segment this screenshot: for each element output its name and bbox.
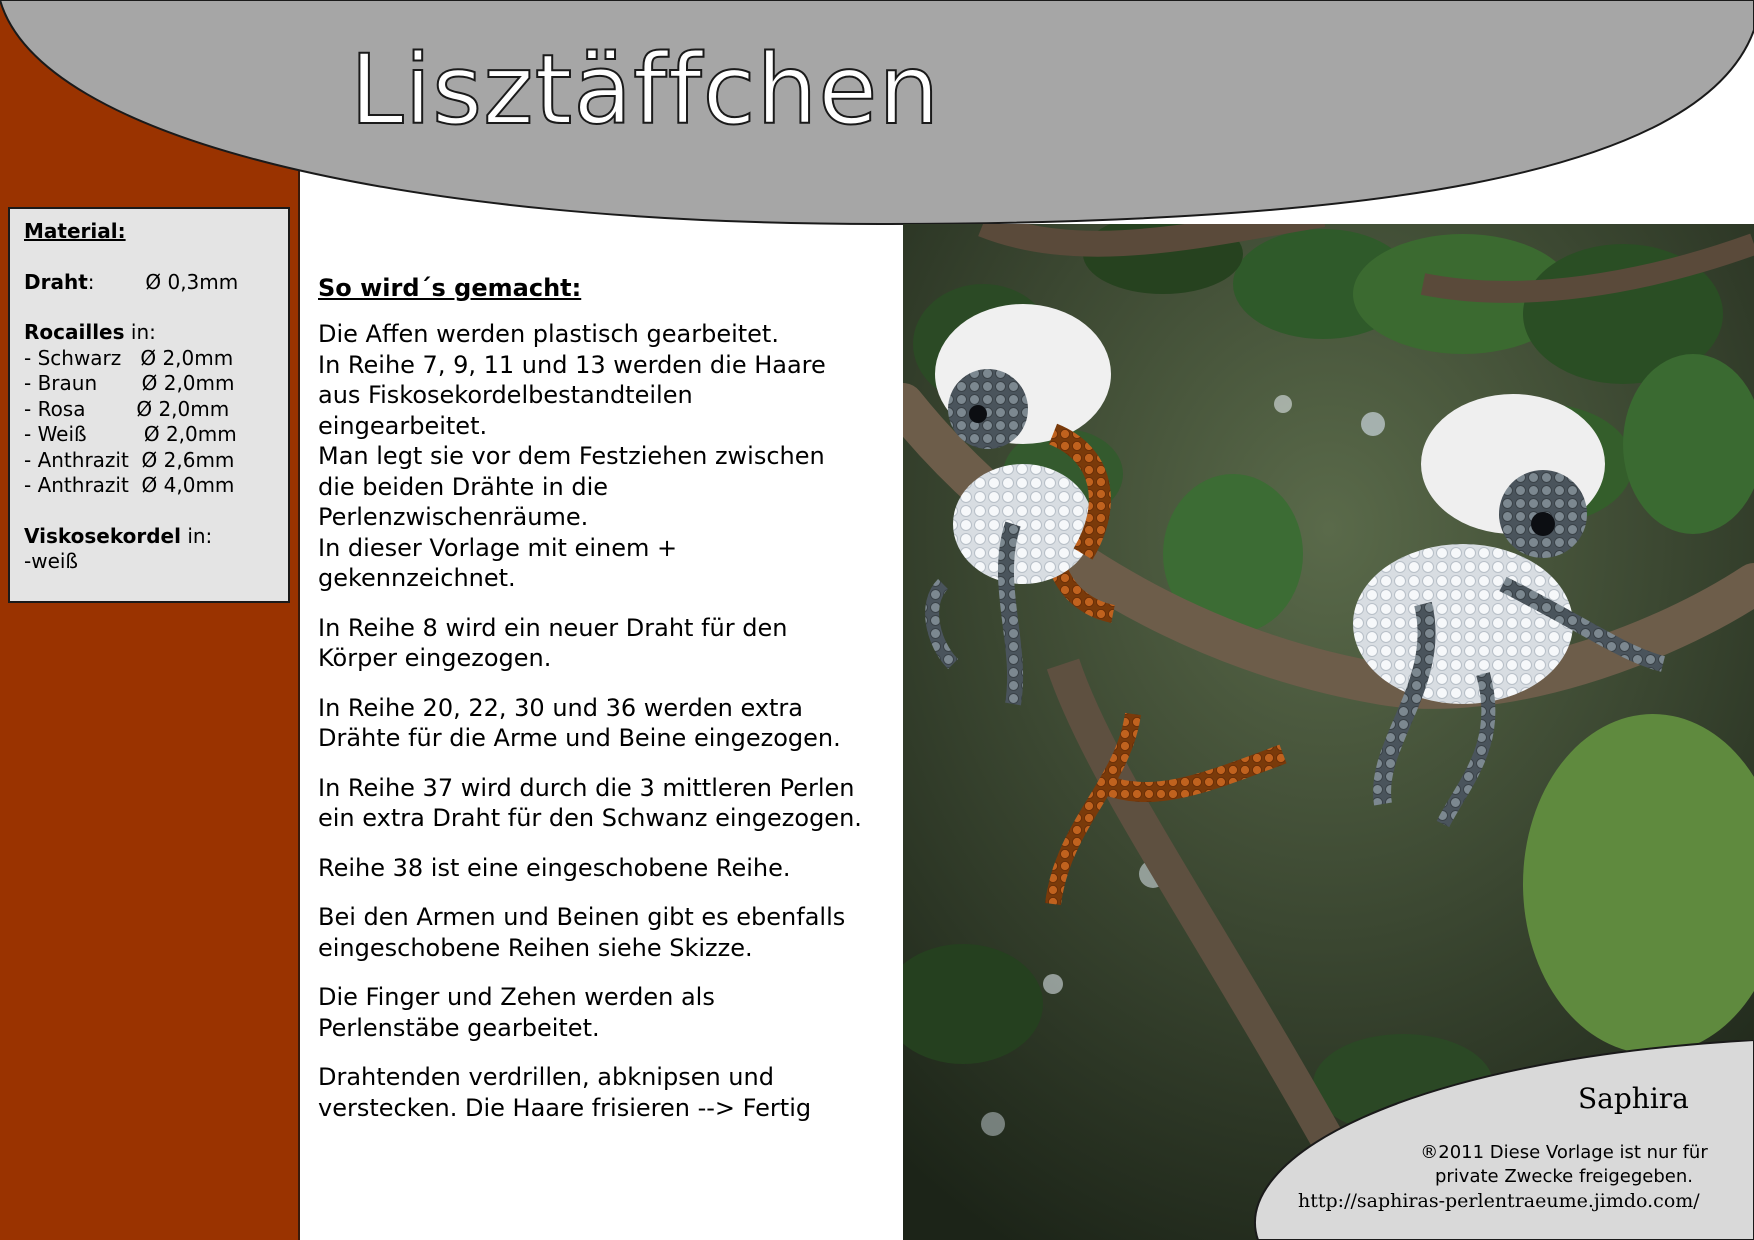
bead-item: - Schwarz Ø 2,0mm — [24, 345, 234, 370]
material-box — [8, 207, 290, 603]
material-heading: Material: — [24, 219, 126, 243]
bead-item: - Rosa Ø 2,0mm — [24, 396, 230, 421]
wire-row — [24, 270, 274, 296]
copyright-notice — [1394, 1141, 1734, 1189]
bead-item: - Anthrazit Ø 4,0mm — [24, 473, 235, 497]
cord-value: -weiß — [24, 549, 79, 573]
page-title: Lisztäffchen — [350, 34, 941, 146]
rocailles-row — [24, 320, 274, 346]
author-name: Saphira — [1578, 1082, 1689, 1115]
instruction-paragraph: In Reihe 37 wird durch die 3 mittleren Perlen ein extra Draht für den Schwanz eingezogen. — [318, 773, 862, 832]
instruction-paragraph: Bei den Armen und Beinen gibt es ebenfalls eingeschobene Reihen siehe Skizze. — [318, 903, 846, 962]
rocailles-suffix: in: — [124, 320, 156, 344]
instruction-paragraph: In Reihe 8 wird ein neuer Draht für den Körper eingezogen. — [318, 613, 788, 672]
bead-item: - Braun Ø 2,0mm — [24, 371, 235, 395]
bead-item: - Weiß Ø 2,0mm — [24, 422, 237, 446]
bead-item: - Anthrazit Ø 2,6mm — [24, 447, 235, 472]
cord-label: Viskosekordel — [24, 523, 181, 548]
wire-label: Draht — [24, 269, 88, 294]
instruction-paragraph: Drahtenden verdrillen, abknipsen und verstecken. Die Haare frisieren --> Fertig — [318, 1063, 812, 1122]
rocailles-label: Rocailles — [24, 320, 125, 344]
author-url: http://saphiras-perlentraeume.jimdo.com/ — [1298, 1190, 1700, 1212]
instruction-paragraph: In Reihe 20, 22, 30 und 36 werden extra Drähte für die Arme und Beine eingezogen. — [318, 693, 841, 752]
instructions-panel — [318, 268, 898, 1142]
cord-suffix: in: — [180, 523, 213, 548]
instruction-paragraph: Die Finger und Zehen werden als Perlenstäbe gearbeitet. — [318, 983, 715, 1042]
instruction-paragraph: Die Affen werden plastisch gearbeitet. In Reihe 7, 9, 11 und 13 werden die Haare aus Fiskosekordelbestandteilen eingearbeitet. Man legt sie vor dem Festziehen zwischen die beiden Drähte in die Perlenzwischenräume. In dieser Vorlage mit einem + gekennzeichnet. — [318, 320, 826, 592]
cord-row — [24, 524, 274, 550]
wire-value: : Ø 0,3mm — [87, 269, 239, 294]
instruction-paragraph: Reihe 38 ist eine eingeschobene Reihe. — [318, 853, 791, 882]
copyright-text: ®2011 Diese Vorlage ist nur für private Zwecke freigegeben. — [1420, 1142, 1708, 1187]
instructions-heading: So wird´s gemacht: — [318, 274, 582, 302]
